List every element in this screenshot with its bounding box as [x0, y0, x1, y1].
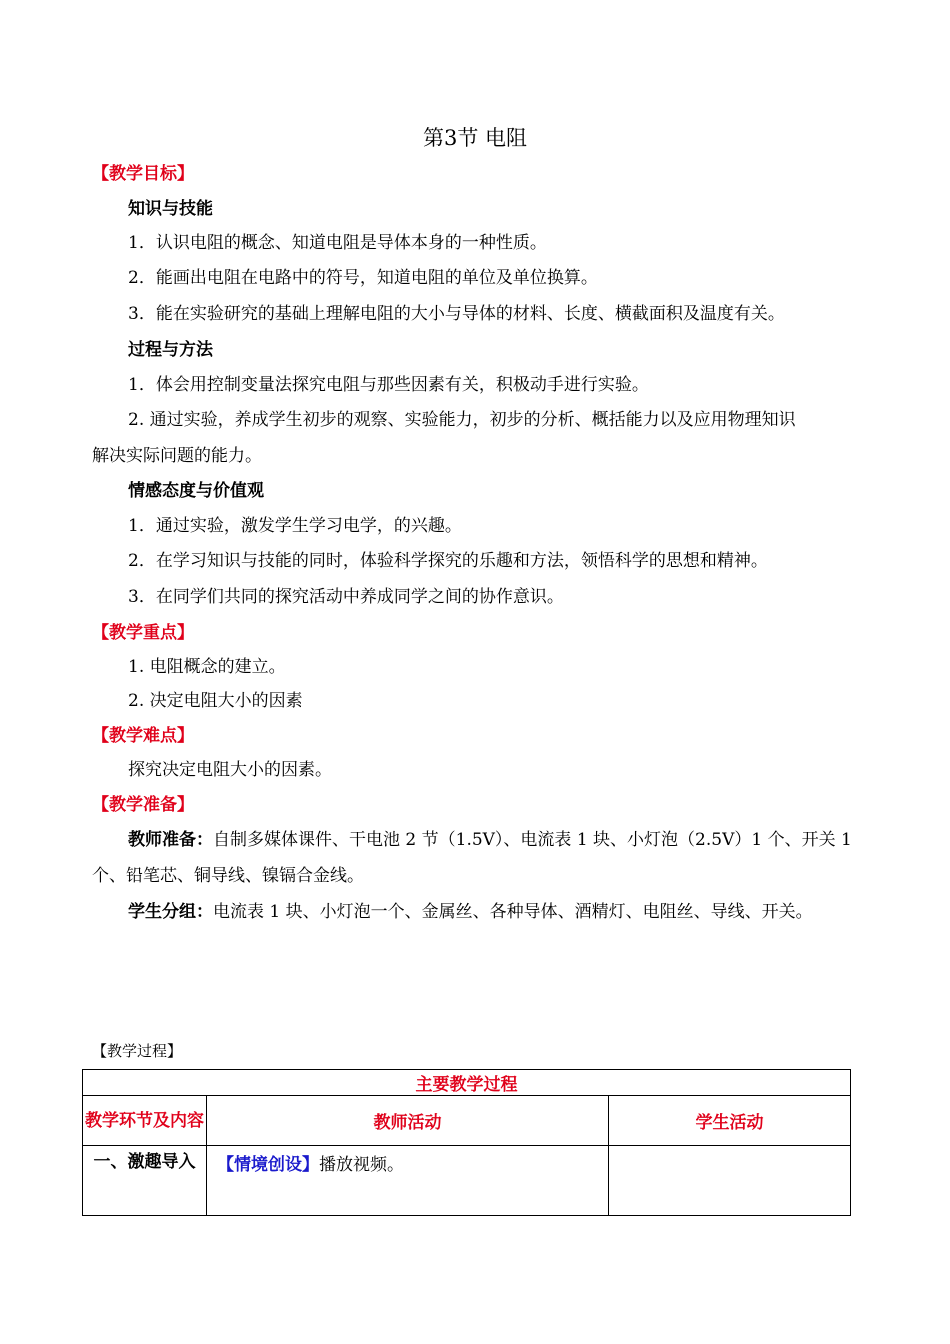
- table-caption: 主要教学过程: [83, 1070, 851, 1096]
- teacher-prep-text: 自制多媒体课件、干电池 2 节（1.5V）、电流表 1 块、小灯泡（2.5V）1 个、开关 1: [213, 830, 852, 850]
- process-item-1: 1．体会用控制变量法探究电阻与那些因素有关，积极动手进行实验。: [128, 375, 649, 395]
- table-row: [83, 1146, 851, 1216]
- process-section-heading: 【教学过程】: [92, 1042, 183, 1060]
- table-col-stage: 教学环节及内容: [83, 1096, 207, 1146]
- process-item-2b: 解决实际问题的能力。: [92, 446, 262, 466]
- teacher-prep-label: 教师准备：: [128, 830, 213, 850]
- table-col-teacher: 教师活动: [207, 1096, 609, 1146]
- knowledge-item-2: 2．能画出电阻在电路中的符号，知道电阻的单位及单位换算。: [128, 268, 598, 288]
- teacher-prep-cont: 个、铅笔芯、铜导线、镍镉合金线。: [92, 866, 364, 886]
- process-heading: 过程与方法: [128, 340, 213, 360]
- student-prep-label: 学生分组：: [128, 902, 213, 922]
- goals-heading: 【教学目标】: [92, 164, 194, 184]
- row-student-activity: [609, 1146, 851, 1216]
- page-title: 第3节 电阻: [422, 126, 528, 150]
- key-item-2: 2. 决定电阻大小的因素: [128, 691, 303, 711]
- row-stage: 一、激趣导入: [83, 1146, 207, 1216]
- difficulty-item-1: 探究决定电阻大小的因素。: [128, 760, 332, 780]
- key-item-1: 1. 电阻概念的建立。: [128, 657, 286, 677]
- prep-heading: 【教学准备】: [92, 795, 194, 815]
- knowledge-item-1: 1．认识电阻的概念、知道电阻是导体本身的一种性质。: [128, 233, 547, 253]
- student-prep-text: 电流表 1 块、小灯泡一个、金属丝、各种导体、酒精灯、电阻丝、导线、开关。: [213, 902, 813, 922]
- row-teacher-activity: [207, 1146, 609, 1216]
- knowledge-heading: 知识与技能: [128, 199, 213, 219]
- process-item-2a: 2. 通过实验，养成学生初步的观察、实验能力，初步的分析、概括能力以及应用物理知识: [128, 410, 796, 430]
- knowledge-item-3: 3．能在实验研究的基础上理解电阻的大小与导体的材料、长度、横截面积及温度有关。: [128, 304, 785, 324]
- emotion-item-3: 3．在同学们共同的探究活动中养成同学之间的协作意识。: [128, 587, 564, 607]
- process-table: [82, 1069, 851, 1216]
- teacher-prep: [128, 828, 852, 852]
- emotion-item-2: 2．在学习知识与技能的同时，体验科学探究的乐趣和方法，领悟科学的思想和精神。: [128, 551, 768, 571]
- student-prep: [128, 900, 813, 924]
- emotion-heading: 情感态度与价值观: [128, 481, 264, 501]
- emotion-item-1: 1．通过实验，激发学生学习电学，的兴趣。: [128, 516, 462, 536]
- row-tag: 【情境创设】: [217, 1155, 319, 1175]
- key-heading: 【教学重点】: [92, 623, 194, 643]
- row-text: 播放视频。: [319, 1155, 404, 1175]
- difficulty-heading: 【教学难点】: [92, 726, 194, 746]
- table-col-student: 学生活动: [609, 1096, 851, 1146]
